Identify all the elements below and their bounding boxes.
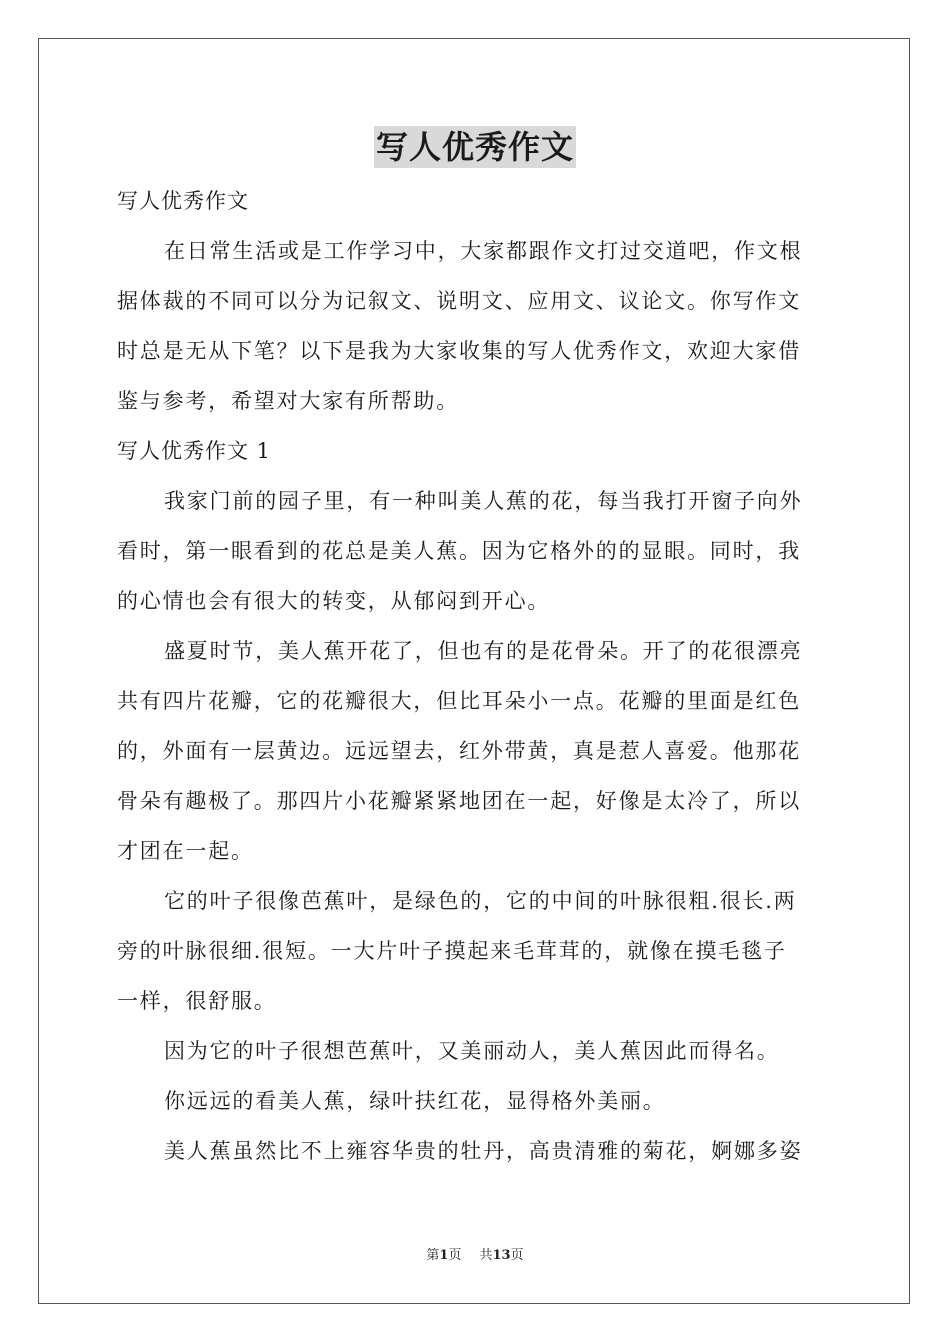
paragraph-line: 盛夏时节，美人蕉开花了，但也有的是花骨朵。开了的花很漂亮 [164, 639, 803, 663]
section-heading: 写人优秀作文 [117, 189, 249, 213]
page-footer [0, 1247, 950, 1265]
section-heading: 写人优秀作文 1 [117, 439, 272, 463]
page-suffix: 页 [448, 1248, 462, 1263]
document-body [117, 176, 833, 1176]
title-container [0, 126, 950, 168]
paragraph-line: 你远远的看美人蕉，绿叶扶红花，显得格外美丽。 [164, 1089, 666, 1113]
paragraph-line: 看时，第一眼看到的花总是美人蕉。因为它格外的的显眼。同时，我 [117, 539, 801, 563]
paragraph-line: 共有四片花瓣，它的花瓣很大，但比耳朵小一点。花瓣的里面是红色 [117, 689, 801, 713]
document-title: 写人优秀作文 [375, 128, 574, 166]
paragraph-line: 在日常生活或是工作学习中，大家都跟作文打过交道吧，作文根 [164, 239, 803, 263]
total-prefix: 共 [479, 1248, 493, 1263]
page-prefix: 第 [426, 1248, 440, 1263]
paragraph-line: 美人蕉虽然比不上雍容华贵的牡丹，高贵清雅的菊花，婀娜多姿 [164, 1139, 803, 1163]
paragraph-line: 鉴与参考，希望对大家有所帮助。 [117, 389, 459, 413]
page-current: 1 [439, 1248, 449, 1263]
paragraph-line: 据体裁的不同可以分为记叙文、说明文、应用文、议论文。你写作文 [117, 289, 801, 313]
paragraph-line: 因为它的叶子很想芭蕉叶，又美丽动人，美人蕉因此而得名。 [164, 1039, 780, 1063]
paragraph-line: 旁的叶脉很细.很短。一大片叶子摸起来毛茸茸的，就像在摸毛毯子 [117, 939, 787, 963]
paragraph-line: 才团在一起。 [117, 839, 254, 863]
paragraph-line: 一样，很舒服。 [117, 989, 277, 1013]
paragraph-line: 的，外面有一层黄边。远远望去，红外带黄，真是惹人喜爱。他那花 [117, 739, 801, 763]
total-suffix: 页 [510, 1248, 524, 1263]
page-total: 13 [492, 1248, 511, 1263]
paragraph-line: 它的叶子很像芭蕉叶，是绿色的，它的中间的叶脉很粗.很长.两 [164, 889, 797, 913]
paragraph-line: 骨朵有趣极了。那四片小花瓣紧紧地团在一起，好像是太冷了，所以 [117, 789, 801, 813]
paragraph-line: 时总是无从下笔？以下是我为大家收集的写人优秀作文，欢迎大家借 [117, 339, 801, 363]
paragraph-line: 我家门前的园子里，有一种叫美人蕉的花，每当我打开窗子向外 [164, 489, 803, 513]
paragraph-line: 的心情也会有很大的转变，从郁闷到开心。 [117, 589, 551, 613]
